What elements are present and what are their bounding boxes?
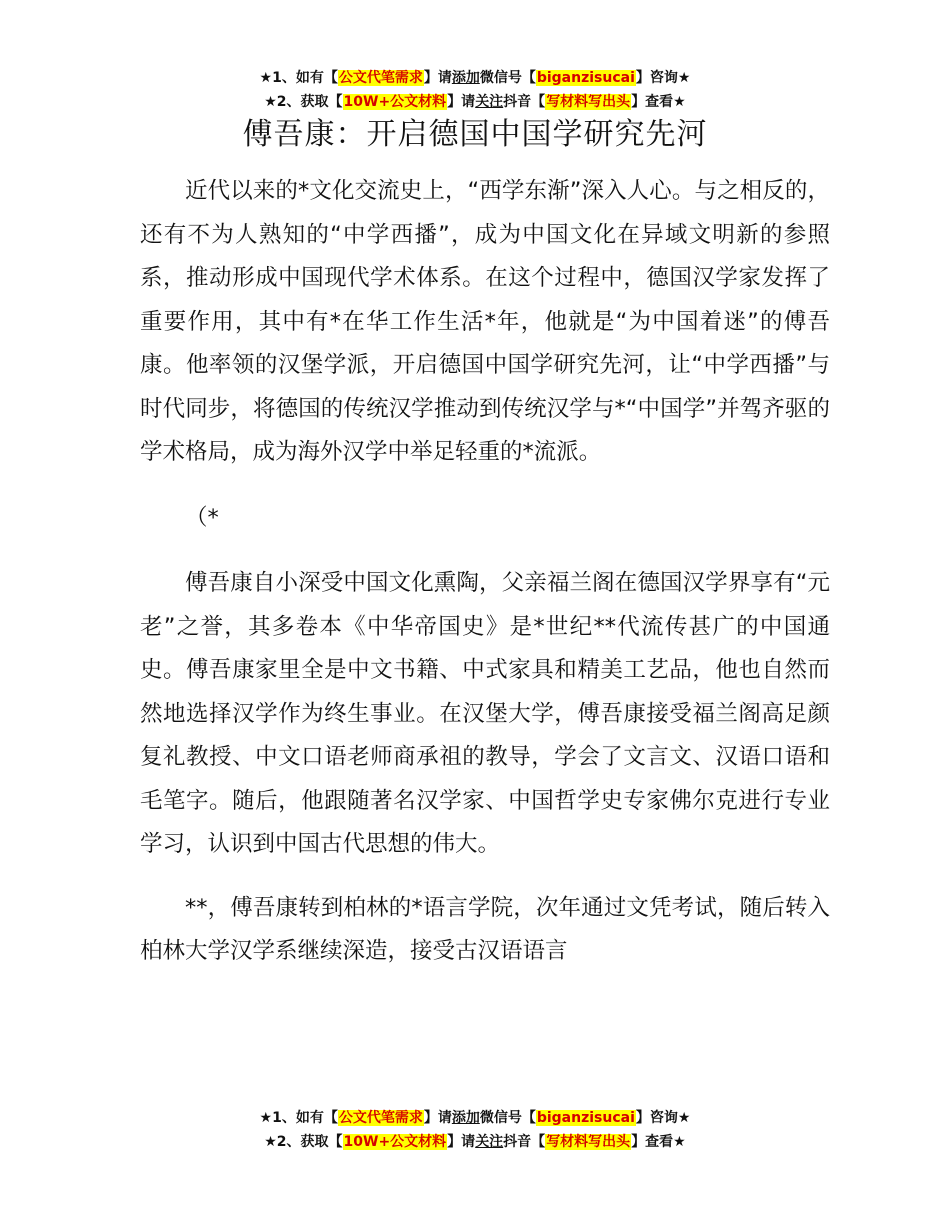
footer-highlight-materials: 10W+公文材料 — [343, 1134, 447, 1150]
page-title: 傅吾康：开启德国中国学研究先河 — [242, 117, 708, 152]
banner-line-2-suffix: 】查看★ — [631, 94, 686, 110]
banner-line-1-emph: 添加 — [451, 70, 480, 86]
footer-line-2-suffix: 】查看★ — [631, 1134, 686, 1150]
banner-line-1-prefix: ★1、如有【 — [259, 70, 338, 86]
section-marker: （* — [185, 504, 219, 531]
footer-highlight-wechat: biganzisucai — [536, 1110, 635, 1126]
footer-line-1-mid1: 】请 — [423, 1110, 452, 1126]
footer-line-2-emph: 关注 — [475, 1134, 504, 1150]
footer-line-1-prefix: ★1、如有【 — [259, 1110, 338, 1126]
banner-line-2-mid2: 抖音【 — [503, 94, 546, 110]
banner-line-1-mid2: 微信号【 — [479, 70, 536, 86]
banner-highlight-materials: 10W+公文材料 — [343, 94, 447, 110]
footer-line-1-suffix: 】咨询★ — [635, 1110, 691, 1126]
document-body — [140, 170, 830, 974]
banner-highlight-service: 公文代笔需求 — [338, 70, 423, 86]
banner-line-2 — [0, 90, 950, 114]
footer-line-2-mid1: 】请 — [447, 1134, 476, 1150]
footer-highlight-douyin: 写材料写出头 — [546, 1134, 631, 1150]
footer-highlight-service: 公文代笔需求 — [338, 1110, 423, 1126]
footer-banner-line-2 — [0, 1130, 950, 1154]
banner-highlight-wechat: biganzisucai — [536, 70, 635, 86]
footer-line-2-mid2: 抖音【 — [503, 1134, 546, 1150]
banner-highlight-douyin: 写材料写出头 — [546, 94, 631, 110]
paragraph-berlin: **，傅吾康转到柏林的*语言学院，次年通过文凭考试，随后转入柏林大学汉学系继续深造，接受古汉语语言 — [140, 894, 830, 964]
banner-line-1-suffix: 】咨询★ — [635, 70, 691, 86]
footer-banner — [0, 1106, 950, 1154]
footer-line-1-mid2: 微信号【 — [479, 1110, 536, 1126]
banner-line-2-emph: 关注 — [475, 94, 504, 110]
footer-line-1-emph: 添加 — [451, 1110, 480, 1126]
banner-line-1-mid1: 】请 — [423, 70, 452, 86]
banner-line-2-prefix: ★2、获取【 — [264, 94, 343, 110]
banner-line-1 — [0, 66, 950, 90]
banner-line-2-mid1: 】请 — [447, 94, 476, 110]
header-banner — [0, 66, 950, 114]
paragraph-childhood: 傅吾康自小深受中国文化熏陶，父亲福兰阁在德国汉学界享有“元老”之誉，其多卷本《中华帝国史》是*世纪**代流传甚广的中国通史。傅吾康家里全是中文书籍、中式家具和精美工艺品，他也自然而然地选择汉学作为终生事业。在汉堡大学，傅吾康接受福兰阁高足颜复礼教授、中文口语老师商承祖的教导，学会了文言文、汉语口语和毛笔字。随后，他跟随著名汉学家、中国哲学史专家佛尔克进行专业学习，认识到中国古代思想的伟大。 — [140, 570, 830, 857]
footer-banner-line-1 — [0, 1106, 950, 1130]
paragraph-intro: 近代以来的*文化交流史上，“西学东渐”深入人心。与之相反的，还有不为人熟知的“中学西播”，成为中国文化在异域文明新的参照系，推动形成中国现代学术体系。在这个过程中，德国汉学家发挥了重要作用，其中有*在华工作生活*年，他就是“为中国着迷”的傅吾康。他率领的汉堡学派，开启德国中国学研究先河，让“中学西播”与时代同步，将德国的传统汉学推动到传统汉学与*“中国学”并驾齐驱的学术格局，成为海外汉学中举足轻重的*流派。 — [140, 178, 830, 465]
footer-line-2-prefix: ★2、获取【 — [264, 1134, 343, 1150]
